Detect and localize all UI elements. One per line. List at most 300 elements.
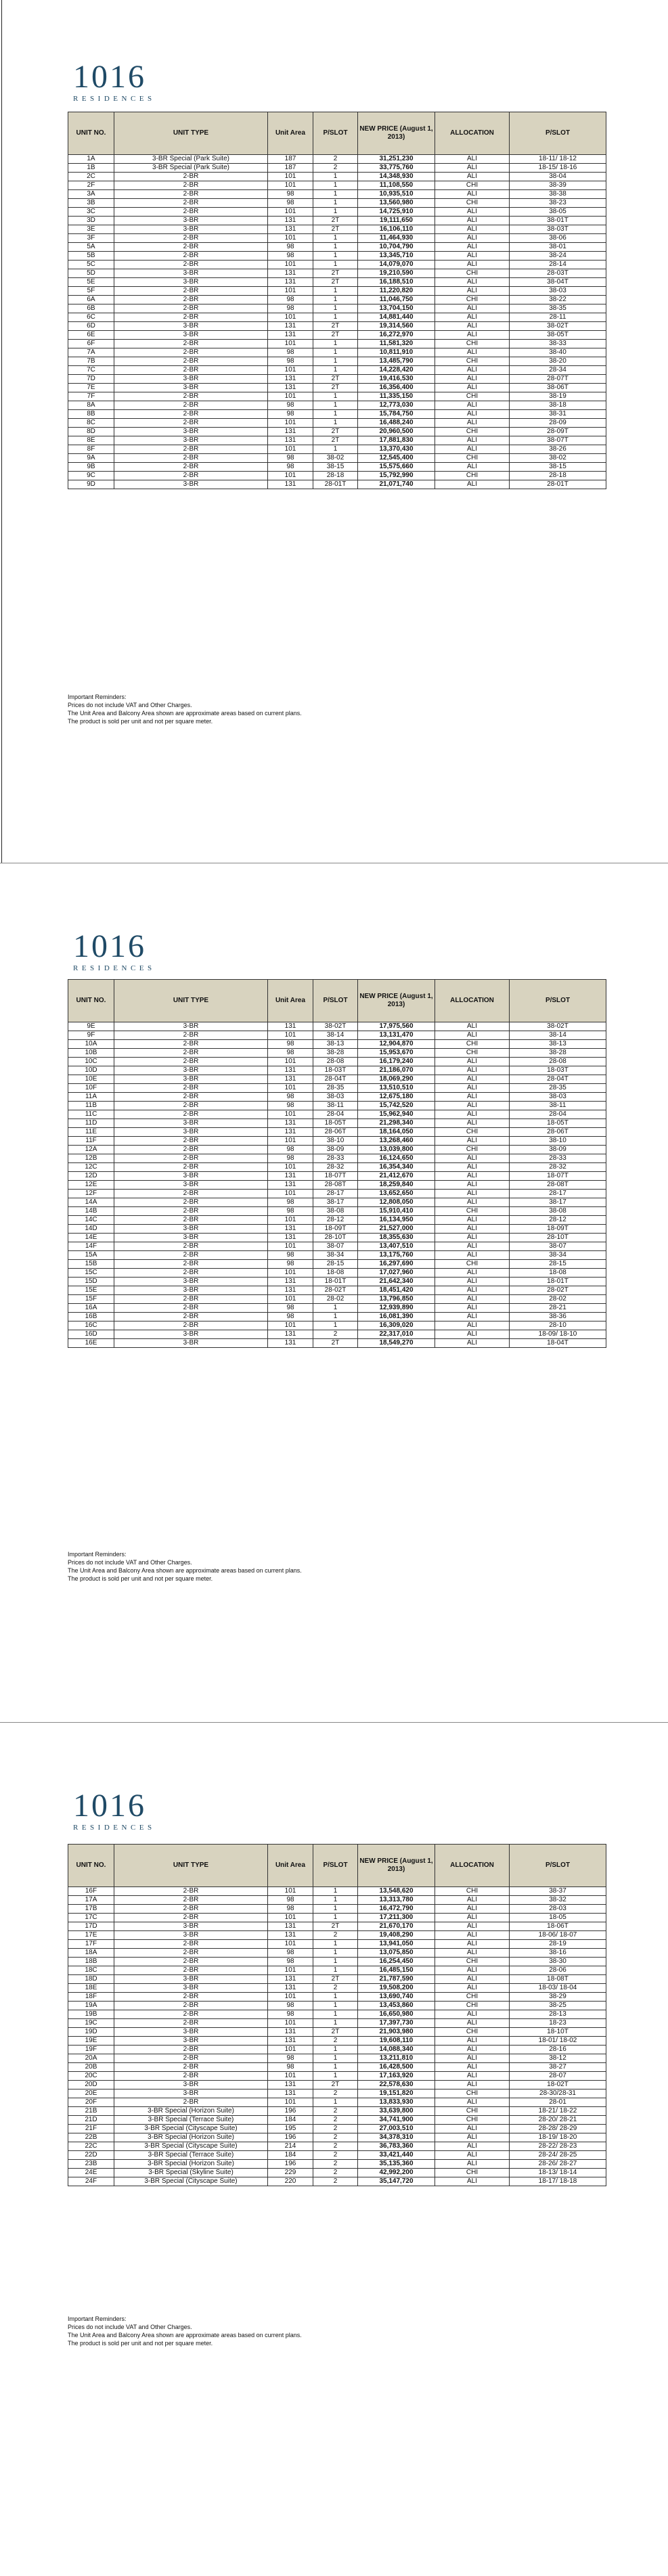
price-cell: 15,953,670 [358,1049,435,1058]
unit-area-cell: 98 [268,1260,313,1269]
unit-area-cell: 101 [268,1940,313,1949]
price-cell: 17,163,920 [358,2072,435,2081]
price-cell: 14,881,440 [358,313,435,322]
unit-type-cell: 3-BR [114,1119,268,1128]
unit-type-cell: 3-BR [114,1234,268,1242]
price-cell: 16,356,400 [358,384,435,392]
header-unit-no: UNIT NO. [68,112,114,155]
unit-area-cell: 98 [268,1949,313,1958]
pslot-assignment-cell: 38-01 [510,243,606,252]
pslot-cell: 38-11 [313,1102,358,1110]
pslot-assignment-cell: 28-34 [510,366,606,375]
price-cell: 13,345,710 [358,252,435,261]
pslot-cell: 1 [313,419,358,428]
pslot-assignment-cell: 28-11 [510,313,606,322]
unit-area-cell: 98 [268,1251,313,1260]
price-cell: 11,335,150 [358,392,435,401]
pslot-assignment-cell: 18-02T [510,2081,606,2089]
unit-type-cell: 3-BR [114,278,268,287]
allocation-cell: CHI [435,1887,510,1896]
unit-area-cell: 101 [268,340,313,348]
table-row [68,2054,606,2063]
pslot-cell: 38-08 [313,1207,358,1216]
allocation-cell: ALI [435,1269,510,1278]
table-row [68,190,606,199]
allocation-cell: CHI [435,2089,510,2098]
pslot-assignment-cell: 38-11 [510,1102,606,1110]
unit-area-cell: 131 [268,1022,313,1031]
unit-no-cell: 2F [68,181,114,190]
unit-type-cell: 3-BR [114,375,268,384]
pslot-cell: 1 [313,1905,358,1914]
price-cell: 14,228,420 [358,366,435,375]
unit-no-cell: 14E [68,1234,114,1242]
unit-area-cell: 220 [268,2177,313,2186]
pslot-assignment-cell: 28-12 [510,1216,606,1225]
table-row [68,1975,606,1984]
table-row [68,1313,606,1321]
allocation-cell: CHI [435,1207,510,1216]
pslot-assignment-cell: 28-28/ 28-29 [510,2125,606,2133]
unit-area-cell: 98 [268,199,313,208]
header-unit-area: Unit Area [268,1845,313,1887]
unit-area-cell: 131 [268,278,313,287]
unit-type-cell: 2-BR [114,199,268,208]
unit-no-cell: 15E [68,1286,114,1295]
price-cell: 42,992,200 [358,2169,435,2177]
pslot-cell: 1 [313,181,358,190]
unit-no-cell: 12F [68,1190,114,1198]
table-row [68,1887,606,1896]
pslot-assignment-cell: 28-06 [510,1966,606,1975]
pslot-cell: 1 [313,2046,358,2054]
unit-type-cell: 2-BR [114,366,268,375]
header-pslot: P/SLOT [313,980,358,1022]
unit-type-cell: 3-BR [114,1066,268,1075]
unit-type-cell: 3-BR [114,1225,268,1234]
table-row [68,2160,606,2169]
unit-area-cell: 131 [268,1225,313,1234]
unit-area-cell: 101 [268,1031,313,1040]
price-cell: 11,046,750 [358,296,435,304]
reminder-per-unit: The product is sold per unit and not per square meter. [68,1575,213,1582]
pslot-cell: 1 [313,2063,358,2072]
pslot-cell: 1 [313,296,358,304]
unit-no-cell: 18E [68,1984,114,1993]
price-cell: 13,370,430 [358,445,435,454]
allocation-cell: ALI [435,2151,510,2160]
logo-number: 1016 [73,59,146,95]
allocation-cell: ALI [435,1931,510,1940]
price-cell: 13,690,740 [358,1993,435,2002]
unit-area-cell: 101 [268,287,313,296]
unit-area-cell: 214 [268,2142,313,2151]
unit-no-cell: 21B [68,2107,114,2116]
pslot-assignment-cell: 28-08T [510,1181,606,1190]
price-cell: 21,527,000 [358,1225,435,1234]
price-cell: 10,704,790 [358,243,435,252]
unit-type-cell: 2-BR [114,348,268,357]
unit-type-cell: 2-BR [114,173,268,181]
table-row [68,1922,606,1931]
unit-no-cell: 2C [68,173,114,181]
allocation-cell: ALI [435,1234,510,1242]
allocation-cell: CHI [435,1260,510,1269]
pslot-assignment-cell: 38-13 [510,1040,606,1049]
table-row [68,1251,606,1260]
unit-no-cell: 16F [68,1887,114,1896]
unit-type-cell: 2-BR [114,1146,268,1154]
allocation-cell: ALI [435,331,510,340]
unit-type-cell: 3-BR [114,1339,268,1348]
unit-type-cell: 3-BR [114,2089,268,2098]
allocation-cell: ALI [435,410,510,419]
residences-logo [73,1790,215,1832]
allocation-cell: CHI [435,2002,510,2010]
unit-area-cell: 131 [268,1984,313,1993]
price-cell: 13,796,850 [358,1295,435,1304]
table-row [68,1066,606,1075]
unit-type-cell: 3-BR Special (Horizon Suite) [114,2160,268,2169]
table-row [68,480,606,489]
allocation-cell: ALI [435,2019,510,2028]
pslot-assignment-cell: 28-01T [510,480,606,489]
unit-area-cell: 98 [268,2063,313,2072]
unit-type-cell: 2-BR [114,1198,268,1207]
unit-area-cell: 131 [268,1119,313,1128]
unit-type-cell: 3-BR [114,1172,268,1181]
table-row [68,243,606,252]
price-cell: 12,545,400 [358,454,435,463]
unit-type-cell: 3-BR [114,1984,268,1993]
table-row [68,2116,606,2125]
unit-type-cell: 3-BR Special (Skyline Suite) [114,2169,268,2177]
pslot-assignment-cell: 38-15 [510,463,606,472]
table-row [68,322,606,331]
unit-no-cell: 10C [68,1058,114,1066]
allocation-cell: ALI [435,1190,510,1198]
pslot-assignment-cell: 38-31 [510,410,606,419]
price-cell: 19,408,290 [358,1931,435,1940]
unit-type-cell: 2-BR [114,454,268,463]
table-row [68,313,606,322]
pslot-assignment-cell: 28-01 [510,2098,606,2107]
unit-area-cell: 196 [268,2160,313,2169]
allocation-cell: ALI [435,1242,510,1251]
unit-type-cell: 2-BR [114,1993,268,2002]
table-row [68,2019,606,2028]
allocation-cell: ALI [435,384,510,392]
unit-no-cell: 9D [68,480,114,489]
unit-area-cell: 131 [268,1172,313,1181]
table-row [68,1269,606,1278]
pslot-cell: 1 [313,1914,358,1922]
unit-no-cell: 15C [68,1269,114,1278]
allocation-cell: ALI [435,348,510,357]
table-row [68,1225,606,1234]
pslot-assignment-cell: 28-03 [510,1905,606,1914]
pslot-assignment-cell: 38-17 [510,1198,606,1207]
unit-no-cell: 10B [68,1049,114,1058]
unit-type-cell: 3-BR Special (Horizon Suite) [114,2107,268,2116]
allocation-cell: ALI [435,2142,510,2151]
price-cell: 12,808,050 [358,1198,435,1207]
allocation-cell: ALI [435,1181,510,1190]
pslot-cell: 18-03T [313,1066,358,1075]
unit-no-cell: 18F [68,1993,114,2002]
pslot-cell: 1 [313,366,358,375]
allocation-cell: ALI [435,1110,510,1119]
unit-area-cell: 101 [268,181,313,190]
table-row [68,164,606,173]
header-unit-type: UNIT TYPE [114,1845,268,1887]
unit-area-cell: 101 [268,1887,313,1896]
table-header-row [68,1845,606,1887]
reminder-area: The Unit Area and Balcony Area shown are approximate areas based on current plans. [68,710,302,717]
unit-no-cell: 24F [68,2177,114,2186]
unit-no-cell: 12C [68,1163,114,1172]
price-cell: 19,608,110 [358,2037,435,2046]
allocation-cell: ALI [435,1163,510,1172]
allocation-cell: ALI [435,1251,510,1260]
pslot-cell: 1 [313,252,358,261]
header-allocation: ALLOCATION [435,1845,510,1887]
price-cell: 19,210,590 [358,269,435,278]
pslot-assignment-cell: 28-22/ 28-23 [510,2142,606,2151]
unit-area-cell: 98 [268,1313,313,1321]
unit-area-cell: 101 [268,419,313,428]
unit-area-cell: 101 [268,472,313,480]
table-row [68,1984,606,1993]
pslot-assignment-cell: 18-03T [510,1066,606,1075]
header-new-price: NEW PRICE (August 1, 2013) [358,980,435,1022]
allocation-cell: ALI [435,1984,510,1993]
unit-type-cell: 2-BR [114,2010,268,2019]
header-unit-area: Unit Area [268,980,313,1022]
unit-no-cell: 15D [68,1278,114,1286]
table-row [68,173,606,181]
unit-area-cell: 131 [268,384,313,392]
unit-no-cell: 21D [68,2116,114,2125]
pslot-cell: 28-08T [313,1181,358,1190]
price-cell: 33,421,440 [358,2151,435,2160]
unit-no-cell: 5C [68,261,114,269]
unit-area-cell: 98 [268,357,313,366]
unit-area-cell: 101 [268,1163,313,1172]
table-row [68,217,606,225]
pslot-cell: 1 [313,1940,358,1949]
table-row [68,1040,606,1049]
table-row [68,287,606,296]
table-row [68,2133,606,2142]
pslot-cell: 2T [313,428,358,436]
table-row [68,472,606,480]
unit-no-cell: 10A [68,1040,114,1049]
allocation-cell: ALI [435,1154,510,1163]
unit-type-cell: 3-BR [114,1278,268,1286]
unit-area-cell: 98 [268,1198,313,1207]
pslot-assignment-cell: 38-40 [510,348,606,357]
unit-no-cell: 1A [68,155,114,164]
allocation-cell: ALI [435,278,510,287]
unit-type-cell: 2-BR [114,2002,268,2010]
price-cell: 13,548,620 [358,1887,435,1896]
pslot-assignment-cell: 38-05T [510,331,606,340]
allocation-cell: ALI [435,2037,510,2046]
allocation-cell: ALI [435,173,510,181]
table-row [68,1304,606,1313]
unit-area-cell: 131 [268,331,313,340]
pslot-assignment-cell: 38-03T [510,225,606,234]
price-cell: 16,272,970 [358,331,435,340]
pslot-cell: 2 [313,2089,358,2098]
unit-type-cell: 3-BR [114,428,268,436]
allocation-cell: ALI [435,322,510,331]
price-cell: 33,639,800 [358,2107,435,2116]
price-list-page-2 [0,863,668,1722]
unit-area-cell: 101 [268,1993,313,2002]
allocation-cell: ALI [435,480,510,489]
unit-no-cell: 6C [68,313,114,322]
table-row [68,2002,606,2010]
table-row [68,1339,606,1348]
pslot-assignment-cell: 38-19 [510,392,606,401]
unit-area-cell: 131 [268,217,313,225]
unit-type-cell: 2-BR [114,234,268,243]
pslot-cell: 2 [313,2160,358,2169]
pslot-cell: 2T [313,269,358,278]
pslot-cell: 28-04 [313,1110,358,1119]
reminder-per-unit: The product is sold per unit and not per square meter. [68,2340,213,2347]
price-cell: 16,485,150 [358,1966,435,1975]
price-cell: 13,175,760 [358,1251,435,1260]
table-row [68,1128,606,1137]
unit-no-cell: 6D [68,322,114,331]
pslot-cell: 2T [313,2028,358,2037]
unit-area-cell: 101 [268,1295,313,1304]
price-cell: 13,039,800 [358,1146,435,1154]
unit-area-cell: 131 [268,1234,313,1242]
unit-no-cell: 16C [68,1321,114,1330]
pslot-assignment-cell: 18-09/ 18-10 [510,1330,606,1339]
pslot-cell: 28-10T [313,1234,358,1242]
unit-no-cell: 19F [68,2046,114,2054]
pslot-assignment-cell: 18-06T [510,1922,606,1931]
table-row [68,2010,606,2019]
header-unit-no: UNIT NO. [68,980,114,1022]
unit-type-cell: 2-BR [114,296,268,304]
unit-no-cell: 17C [68,1914,114,1922]
unit-type-cell: 3-BR Special (Terrace Suite) [114,2151,268,2160]
pslot-cell: 28-33 [313,1154,358,1163]
table-row [68,1914,606,1922]
pslot-cell: 38-14 [313,1031,358,1040]
pslot-cell: 1 [313,1966,358,1975]
unit-type-cell: 2-BR [114,410,268,419]
unit-no-cell: 8C [68,419,114,428]
unit-area-cell: 131 [268,1931,313,1940]
unit-area-cell: 98 [268,1102,313,1110]
pslot-assignment-cell: 28-33 [510,1154,606,1163]
pslot-cell: 1 [313,2010,358,2019]
table-row [68,384,606,392]
price-cell: 19,416,530 [358,375,435,384]
price-cell: 18,069,290 [358,1075,435,1084]
table-row [68,1137,606,1146]
table-row [68,1075,606,1084]
pslot-assignment-cell: 38-06 [510,234,606,243]
header-new-price: NEW PRICE (August 1, 2013) [358,1845,435,1887]
pslot-cell: 18-05T [313,1119,358,1128]
allocation-cell: ALI [435,419,510,428]
unit-area-cell: 196 [268,2107,313,2116]
table-row [68,1993,606,2002]
pslot-assignment-cell: 18-10T [510,2028,606,2037]
pslot-cell: 2T [313,1339,358,1348]
unit-area-cell: 98 [268,1958,313,1966]
unit-area-cell: 101 [268,445,313,454]
unit-no-cell: 12B [68,1154,114,1163]
logo-subtitle: RESIDENCES [73,964,156,972]
table-row [68,454,606,463]
allocation-cell: ALI [435,1216,510,1225]
pslot-assignment-cell: 38-02T [510,1022,606,1031]
pslot-cell: 2T [313,375,358,384]
unit-no-cell: 12D [68,1172,114,1181]
allocation-cell: ALI [435,1084,510,1093]
unit-area-cell: 98 [268,401,313,410]
price-cell: 15,910,410 [358,1207,435,1216]
price-cell: 21,186,070 [358,1066,435,1075]
unit-no-cell: 3E [68,225,114,234]
price-cell: 12,675,180 [358,1093,435,1102]
unit-area-cell: 131 [268,1075,313,1084]
allocation-cell: CHI [435,1040,510,1049]
allocation-cell: CHI [435,1958,510,1966]
pslot-assignment-cell: 38-23 [510,199,606,208]
unit-area-cell: 101 [268,313,313,322]
unit-no-cell: 24E [68,2169,114,2177]
unit-type-cell: 2-BR [114,340,268,348]
unit-type-cell: 3-BR [114,331,268,340]
table-row [68,410,606,419]
unit-no-cell: 6A [68,296,114,304]
pslot-cell: 2 [313,2116,358,2125]
pslot-assignment-cell: 38-29 [510,1993,606,2002]
header-unit-type: UNIT TYPE [114,980,268,1022]
price-cell: 13,652,650 [358,1190,435,1198]
unit-type-cell: 3-BR Special (Cityscape Suite) [114,2125,268,2133]
unit-no-cell: 5D [68,269,114,278]
unit-no-cell: 22D [68,2151,114,2160]
unit-area-cell: 131 [268,2089,313,2098]
table-row [68,1958,606,1966]
table-row [68,1102,606,1110]
table-row [68,1278,606,1286]
price-cell: 16,488,240 [358,419,435,428]
pslot-assignment-cell: 18-08 [510,1269,606,1278]
pslot-assignment-cell: 38-22 [510,296,606,304]
unit-type-cell: 2-BR [114,1295,268,1304]
allocation-cell: ALI [435,1172,510,1181]
pslot-cell: 28-01T [313,480,358,489]
price-cell: 21,642,340 [358,1278,435,1286]
unit-area-cell: 229 [268,2169,313,2177]
table-row [68,269,606,278]
price-cell: 12,939,890 [358,1304,435,1313]
price-cell: 16,254,450 [358,1958,435,1966]
unit-type-cell: 2-BR [114,243,268,252]
